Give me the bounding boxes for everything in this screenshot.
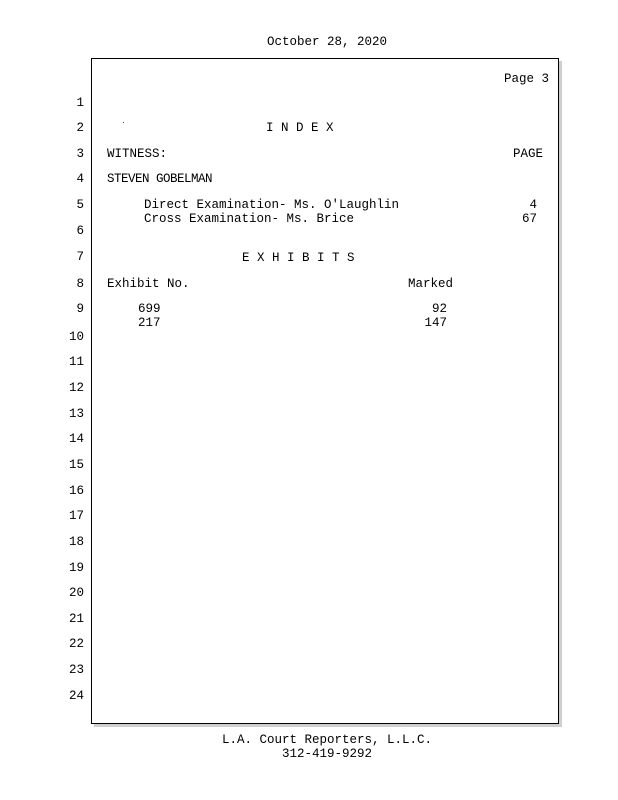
line-number: 4 xyxy=(76,172,84,186)
line-number: 23 xyxy=(68,663,84,677)
line-number: 17 xyxy=(68,509,84,523)
page-number-label: Page 3 xyxy=(504,72,550,86)
header-date: October 28, 2020 xyxy=(266,35,388,49)
marked-heading: Marked xyxy=(408,277,454,291)
exhibit-number: 217 xyxy=(138,316,161,330)
line-number: 3 xyxy=(76,147,84,161)
line-number: 6 xyxy=(76,224,84,238)
line-number: 16 xyxy=(68,484,84,498)
witness-name: STEVEN GOBELMAN xyxy=(107,172,213,186)
examination-entry: Cross Examination- Ms. Brice xyxy=(144,212,355,226)
line-number: 12 xyxy=(68,381,84,395)
line-number: 22 xyxy=(68,637,84,651)
line-number: 24 xyxy=(68,689,84,703)
line-number: 15 xyxy=(68,458,84,472)
line-number: 13 xyxy=(68,407,84,421)
line-number: 14 xyxy=(68,432,84,446)
page-column-heading: PAGE xyxy=(513,147,544,161)
examination-page: 67 xyxy=(521,212,537,226)
examination-page: 4 xyxy=(529,198,537,212)
exhibit-marked-page: 92 xyxy=(431,302,447,316)
line-number: 2 xyxy=(76,121,84,135)
exhibit-marked-page: 147 xyxy=(424,316,447,330)
exhibit-number-heading: Exhibit No. xyxy=(107,277,190,291)
line-number: 9 xyxy=(76,302,84,316)
line-number: 20 xyxy=(68,586,84,600)
line-number: 8 xyxy=(76,277,84,291)
line-number: 11 xyxy=(68,355,84,369)
line-number: 1 xyxy=(76,96,84,110)
footer-company: L.A. Court Reporters, L.L.C. xyxy=(221,733,433,747)
line-number: 7 xyxy=(76,250,84,264)
exhibits-title: E X H I B I T S xyxy=(242,251,355,265)
index-title: I N D E X xyxy=(266,121,334,135)
footer-phone: 312-419-9292 xyxy=(281,747,372,761)
witness-heading: WITNESS: xyxy=(107,147,168,161)
line-number: 18 xyxy=(68,535,84,549)
examination-entry: Direct Examination- Ms. O'Laughlin xyxy=(144,198,400,212)
line-number: 10 xyxy=(68,330,84,344)
stray-mark xyxy=(123,122,124,123)
line-number: 5 xyxy=(76,198,84,212)
exhibit-number: 699 xyxy=(138,302,161,316)
line-number: 21 xyxy=(68,612,84,626)
line-number: 19 xyxy=(68,561,84,575)
